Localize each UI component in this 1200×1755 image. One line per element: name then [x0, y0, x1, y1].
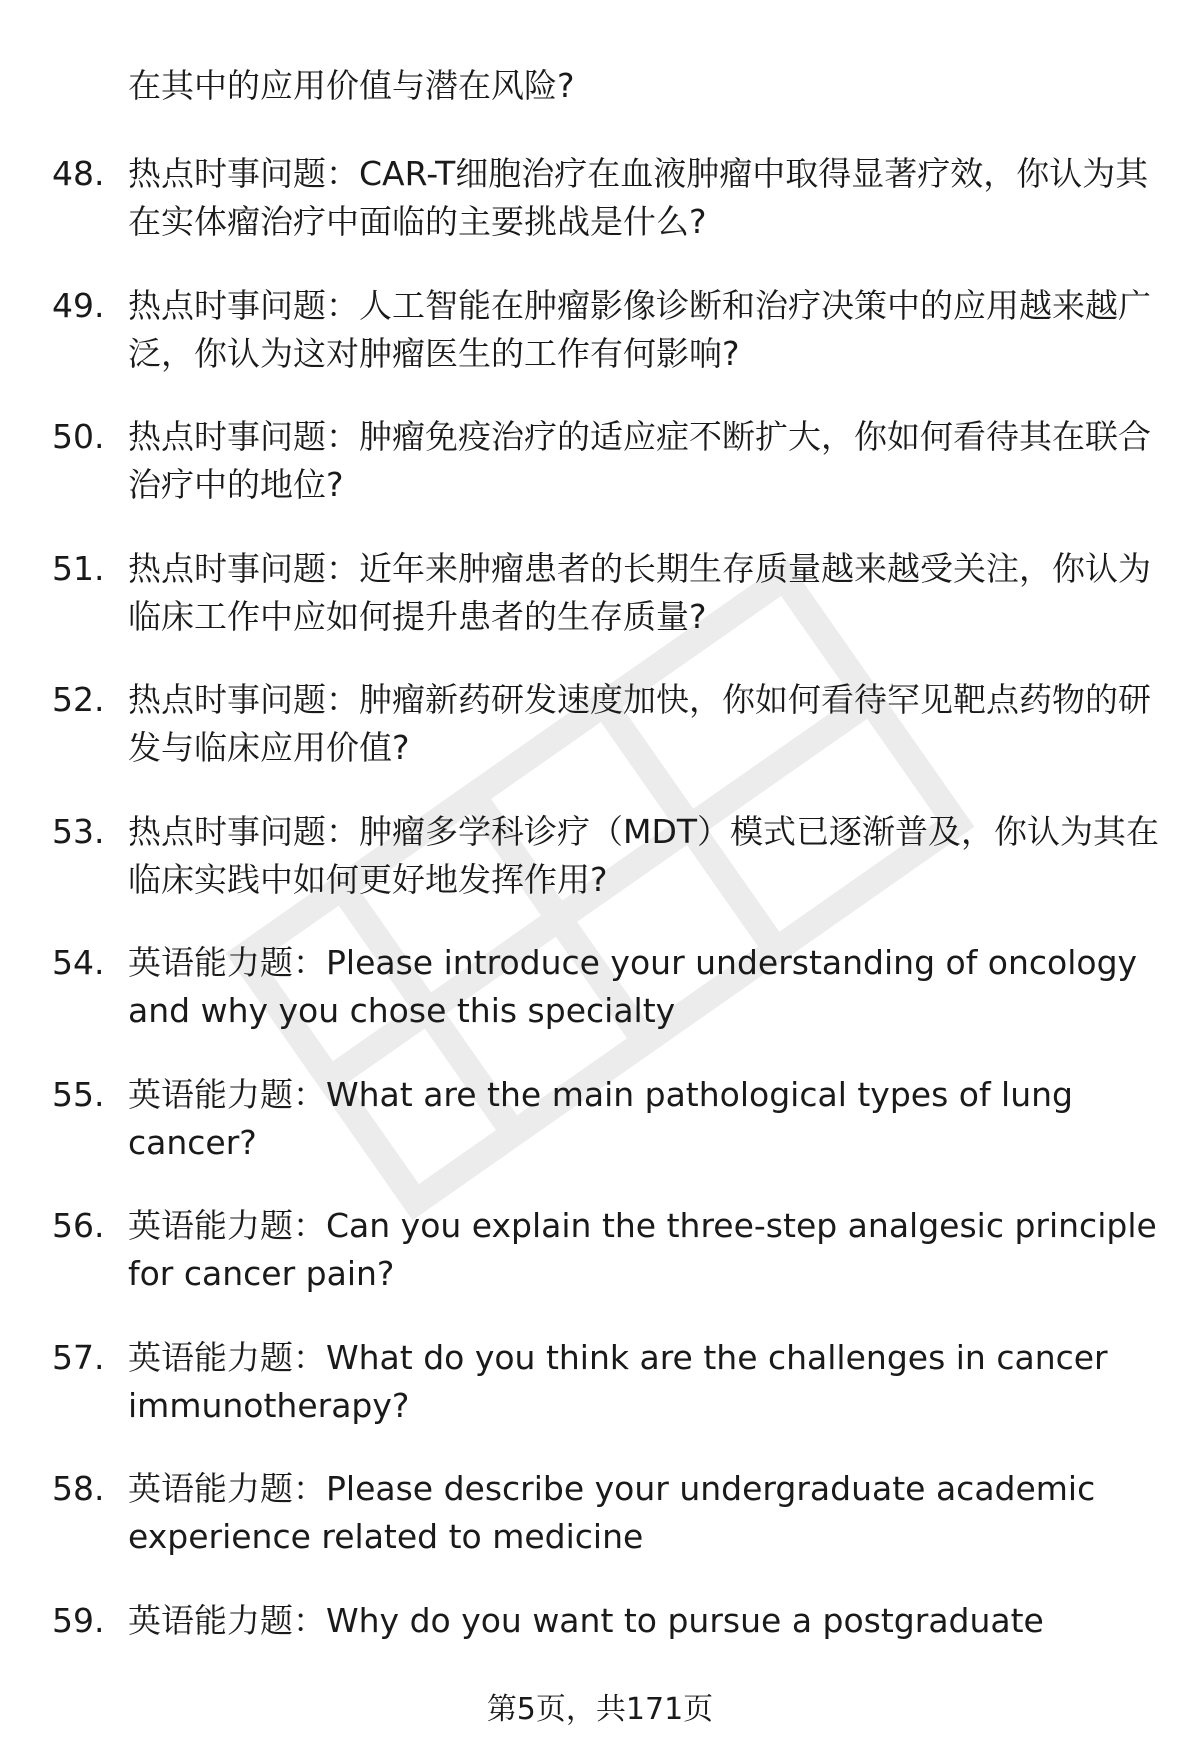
question-number: 50. — [52, 417, 105, 456]
question-text: 英语能力题：Can you explain the three-step analgesic principle for cancer pain? — [128, 1206, 1157, 1293]
question-text: 英语能力题：Please describe your undergraduate academic experience related to medicine — [128, 1469, 1096, 1556]
question-text: 热点时事问题：人工智能在肿瘤影像诊断和治疗决策中的应用越来越广泛，你认为这对肿瘤医生的工作有何影响? — [128, 285, 1151, 373]
question-text: 热点时事问题：肿瘤免疫治疗的适应症不断扩大，你如何看待其在联合治疗中的地位? — [128, 417, 1151, 504]
question-number: 56. — [52, 1206, 105, 1245]
question-text: 热点时事问题：肿瘤多学科诊疗（MDT）模式已逐渐普及，你认为其在临床实践中如何更好地发挥作用? — [128, 811, 1160, 899]
question-text: 英语能力题：Why do you want to pursue a postgraduate — [128, 1600, 1044, 1640]
question-item — [0, 1071, 1200, 1203]
question-number: 59. — [52, 1600, 105, 1640]
question-text: 热点时事问题：肿瘤新药研发速度加快，你如何看待罕见靶点药物的研发与临床应用价值? — [128, 680, 1151, 767]
question-item — [0, 413, 1200, 545]
question-text: 英语能力题：What do you think are the challenges in cancer immunotherapy? — [128, 1337, 1108, 1425]
question-text: 热点时事问题：近年来肿瘤患者的长期生存质量越来越受关注，你认为临床工作中应如何提升患者的生存质量? — [128, 548, 1151, 636]
question-item — [0, 545, 1200, 677]
question-number: 51. — [52, 548, 105, 588]
question-number: 58. — [52, 1469, 105, 1508]
question-text: 热点时事问题：CAR-T细胞治疗在血液肿瘤中取得显著疗效，你认为其在实体瘤治疗中面临的主要挑战是什么? — [128, 154, 1149, 241]
question-number: 49. — [52, 285, 105, 325]
question-number: 48. — [52, 154, 105, 193]
question-item — [0, 1334, 1200, 1466]
question-number: 57. — [52, 1337, 105, 1377]
continuation-text: 在其中的应用价值与潜在风险? — [128, 66, 575, 105]
question-text: 英语能力题：What are the main pathological types of lung cancer? — [128, 1074, 1073, 1162]
question-item — [0, 150, 1200, 282]
question-number: 53. — [52, 811, 105, 851]
question-number: 55. — [52, 1074, 105, 1114]
question-item — [0, 1465, 1200, 1597]
question-item — [0, 676, 1200, 808]
question-list — [0, 150, 1200, 1728]
question-text: 英语能力题：Please introduce your understanding of oncology and why you chose this specialty — [128, 943, 1138, 1030]
question-item — [0, 282, 1200, 414]
page-footer: 第5页，共171页 — [486, 1692, 714, 1727]
question-number: 52. — [52, 680, 105, 719]
question-number: 54. — [52, 943, 105, 982]
question-item — [0, 808, 1200, 940]
question-item — [0, 939, 1200, 1071]
question-item — [0, 1202, 1200, 1334]
